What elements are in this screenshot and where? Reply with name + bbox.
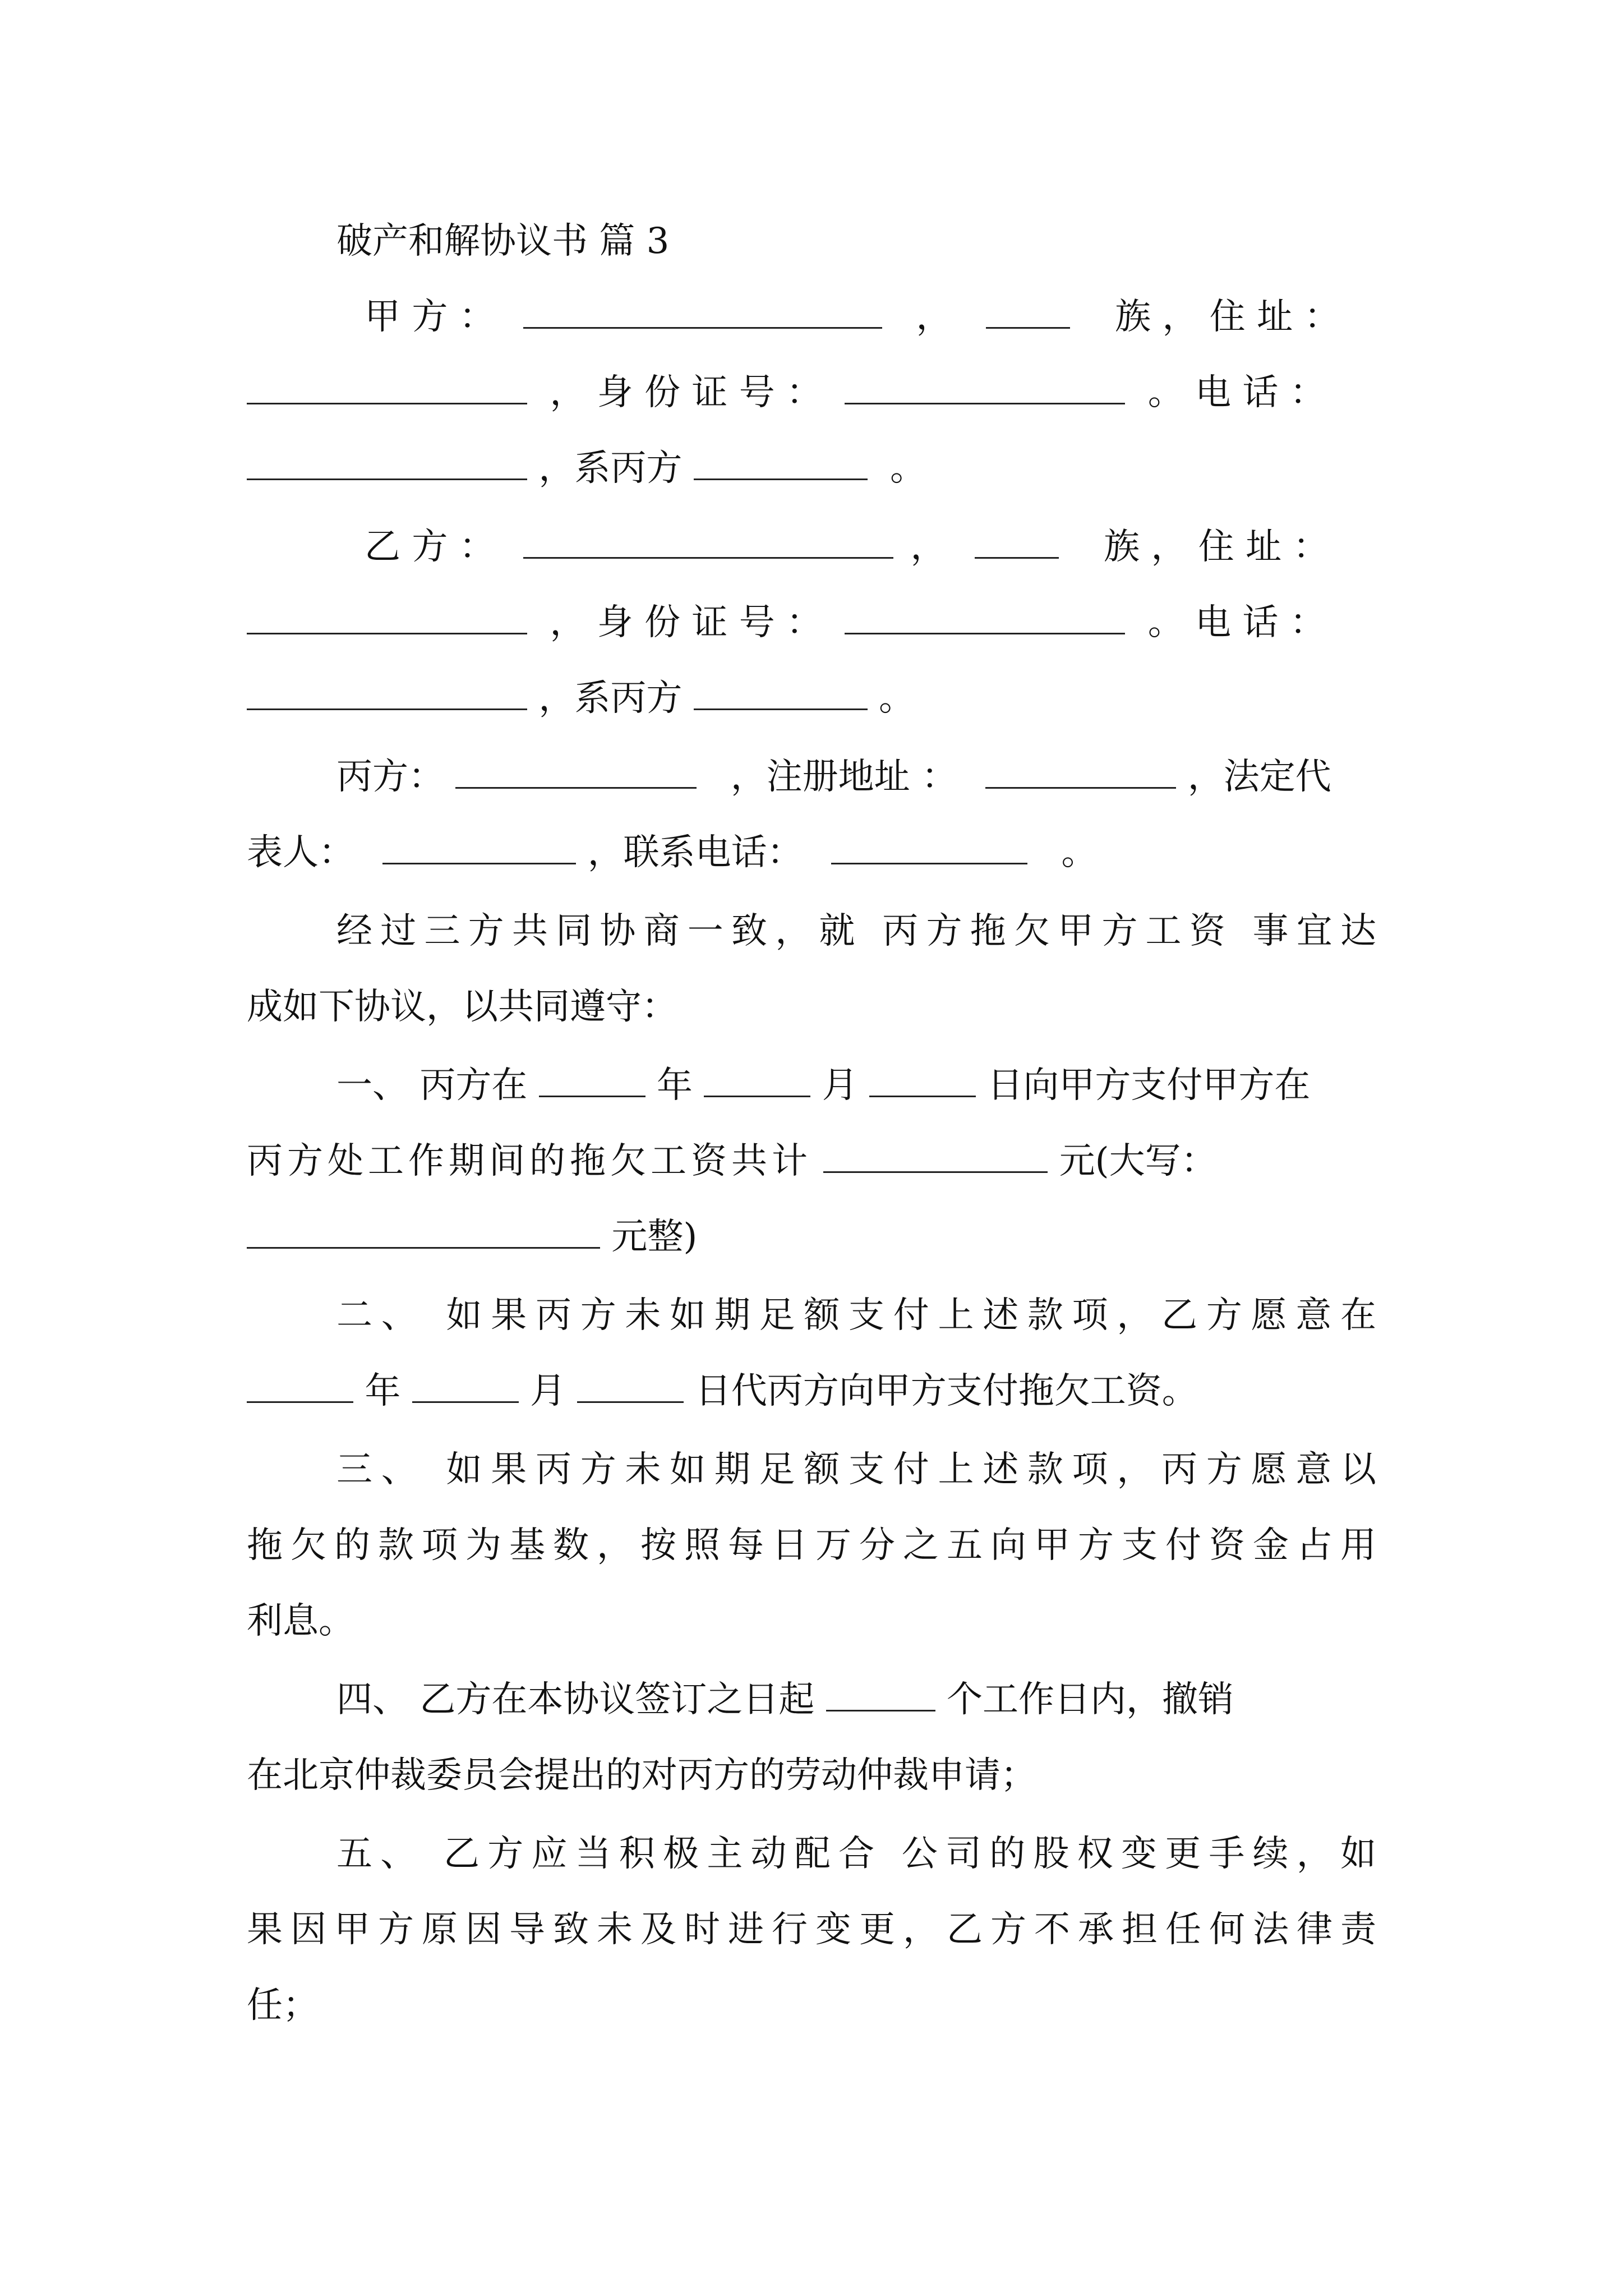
clause-5-line-2: 果因甲方原因导致未及时进行变更，乙方不承担任何法律责 (247, 1909, 1376, 1950)
clause-5-line-1: 五、 乙方应当积极主动配合 公司的股权变更手续，如 (336, 1833, 1376, 1875)
party-a-line-1: 甲 方 ： ， 族 ， 住 址 ： (365, 292, 1376, 342)
clause-1-month-blank[interactable] (704, 1062, 810, 1097)
party-b-line-2: ， 身 份 证 号 ： 。 电 话 ： (247, 597, 1376, 648)
clause-4-line-2: 在北京仲裁委员会提出的对丙方的劳动仲裁申请； (247, 1755, 1036, 1796)
clause-3-line-3: 利息。 (247, 1600, 354, 1642)
clause-1-day-blank[interactable] (869, 1062, 976, 1097)
clause-1-line-1: 一、 丙方在 年 月 日向甲方支付甲方在 (336, 1060, 1376, 1111)
party-a-phone-blank[interactable] (247, 445, 527, 480)
party-a-relation-blank[interactable] (694, 445, 868, 480)
clause-1-line-2: 丙方处工作期间的拖欠工资共计 元(大写： (247, 1136, 1376, 1186)
party-c-name-blank[interactable] (455, 753, 697, 789)
clause-3-line-1: 三、 如果丙方未如期足额支付上述款项，丙方愿意以 (336, 1449, 1376, 1490)
party-b-name-blank[interactable] (523, 523, 893, 559)
clause-1-amount-words-blank[interactable] (247, 1213, 600, 1249)
party-b-id-blank[interactable] (845, 599, 1125, 634)
party-b-address-blank[interactable] (247, 599, 527, 634)
party-c-line-1: 丙方： ，注册地址 ： ，法定代 (336, 752, 1376, 802)
clause-4-days-blank[interactable] (826, 1676, 935, 1711)
party-b-ethnicity-blank[interactable] (975, 523, 1059, 559)
clause-2-month-blank[interactable] (412, 1368, 519, 1403)
clause-3-line-2: 拖欠的款项为基数，按照每日万分之五向甲方支付资金占用 (247, 1525, 1376, 1566)
clause-2-day-blank[interactable] (577, 1368, 684, 1403)
party-a-id-blank[interactable] (845, 369, 1125, 404)
party-c-representative-blank[interactable] (382, 829, 576, 864)
party-c-address-blank[interactable] (985, 753, 1176, 789)
clause-5-line-3: 任； (247, 1985, 319, 2026)
party-a-address-blank[interactable] (247, 369, 527, 404)
party-b-phone-blank[interactable] (247, 675, 527, 710)
intro-line-2: 成如下协议，以共同遵守： (247, 986, 677, 1028)
party-b-line-1: 乙 方 ： ， 族 ， 住 址 ： (365, 522, 1376, 572)
clause-4-line-1: 四、 乙方在本协议签订之日起 个工作日内，撤销 (336, 1674, 1376, 1725)
party-c-phone-blank[interactable] (831, 829, 1027, 864)
clause-1-amount-blank[interactable] (823, 1138, 1048, 1173)
party-a-line-2: ， 身 份 证 号 ： 。 电 话 ： (247, 367, 1376, 418)
clause-2-year-blank[interactable] (247, 1368, 353, 1403)
clause-1-line-3: 元整) (247, 1212, 1376, 1262)
party-a-name-blank[interactable] (523, 293, 882, 329)
clause-1-year-blank[interactable] (539, 1062, 645, 1097)
party-c-line-2: 表人： ，联系电话： 。 (247, 827, 1376, 878)
party-a-ethnicity-blank[interactable] (986, 293, 1070, 329)
clause-2-line-1: 二、 如果丙方未如期足额支付上述款项，乙方愿意在 (336, 1295, 1376, 1336)
intro-line-1: 经过三方共同协商一致，就 丙方拖欠甲方工资 事宜达 (336, 910, 1376, 952)
clause-2-line-2: 年 月 日代丙方向甲方支付拖欠工资。 (247, 1366, 1376, 1416)
party-a-line-3: ，系丙方 。 (247, 443, 1376, 494)
party-b-line-3: ，系丙方 。 (247, 673, 1376, 724)
document-title: 破产和解协议书 篇 3 (336, 220, 670, 262)
party-b-relation-blank[interactable] (694, 675, 868, 710)
